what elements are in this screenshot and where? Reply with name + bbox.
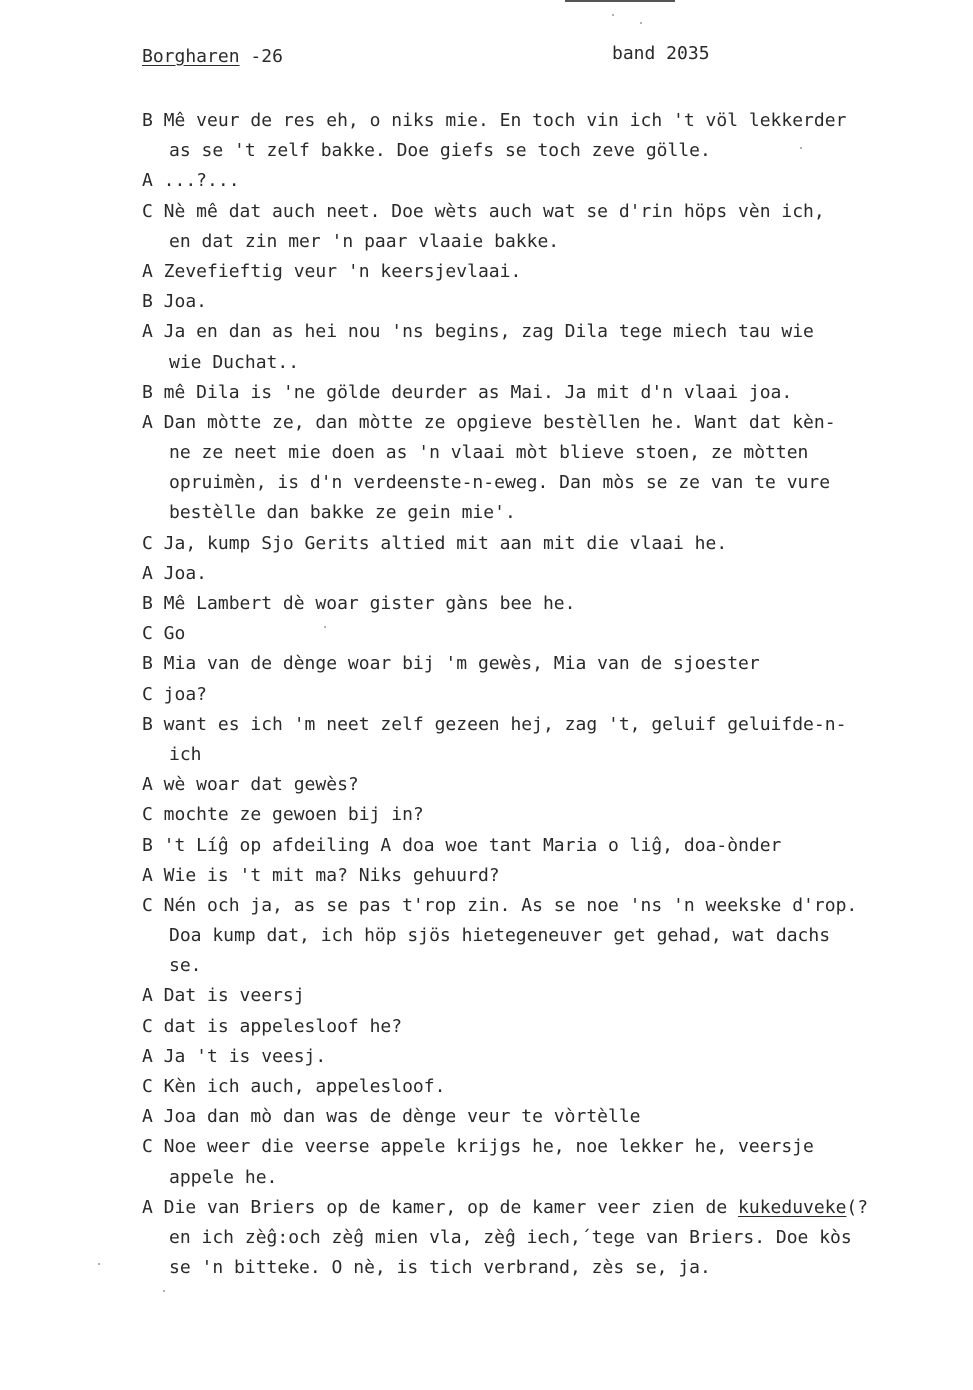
transcript-line: A Zevefieftig veur 'n keersjevlaai.: [142, 260, 522, 282]
transcript-line: as se 't zelf bakke. Doe giefs se toch zeve gölle.: [169, 140, 711, 162]
speck: [640, 22, 642, 24]
transcript-line: A Joa.: [142, 562, 208, 584]
transcript-line: A Ja 't is veesj.: [142, 1045, 327, 1067]
transcript-line: appele he.: [169, 1166, 278, 1188]
transcript-line: ne ze neet mie doen as 'n vlaai mòt blieve stoen, ze mòtten: [169, 442, 809, 464]
transcript-line: C joa?: [142, 683, 208, 705]
transcript-line: B Joa.: [142, 291, 208, 313]
transcript-line: B Mê veur de res eh, o niks mie. En toch vin ich 't völ lekkerder: [142, 110, 847, 131]
transcript-line: se.: [169, 955, 202, 977]
transcript-line: C dat is appelesloof he?: [142, 1015, 403, 1037]
transcript-line: opruimèn, is d'n verdeenste-n-eweg. Dan mòs se ze van te vure: [169, 472, 831, 494]
underlined-word: kukeduveke: [738, 1196, 847, 1218]
transcript-line: A Ja en dan as hei nou 'ns begins, zag Dila tege miech tau wie: [142, 321, 814, 343]
speck: [163, 1290, 165, 1292]
transcript-line: bestèlle dan bakke ze gein mie'.: [169, 502, 516, 524]
transcript-line: en dat zin mer 'n paar vlaaie bakke.: [169, 230, 560, 252]
transcript-line: C Go: [142, 623, 186, 645]
transcript-line: B Mia van de dènge woar bij 'm gewès, Mia van de sjoester: [142, 653, 760, 675]
transcript-line: C Ja, kump Sjo Gerits altied mit aan mit die vlaai he.: [142, 532, 728, 554]
transcript-line: C Noe weer die veerse appele krijgs he, noe lekker he, veersje: [142, 1136, 814, 1158]
transcript-line: en ich zèĝ:och zèĝ mien vla, zèĝ iech,´tege van Briers. Doe kòs: [169, 1226, 852, 1248]
header-place: Borgharen: [142, 46, 240, 67]
transcript-line: wie Duchat..: [169, 351, 300, 373]
transcript-line: A Dan mòtte ze, dan mòtte ze opgieve bestèllen he. Want dat kèn-: [142, 411, 836, 433]
header-tape: band 2035: [612, 43, 710, 64]
header-page: -26: [250, 46, 283, 67]
query-mark: (?: [846, 1196, 869, 1218]
transcript-line: ich: [169, 743, 202, 765]
line-text: A Die van Briers op de kamer, op de kamer veer zien de: [142, 1196, 739, 1218]
transcript-line: C Kèn ich auch, appelesloof.: [142, 1076, 446, 1097]
transcript-line: Doa kump dat, ich höp sjös hietegeneuver get gehad, wat dachs: [169, 925, 831, 947]
transcript-line: C Nè mê dat auch neet. Doe wèts auch wat se d'rin höps vèn ich,: [142, 200, 825, 222]
transcript-line: B 't Líĝ op afdeiling A doa woe tant Maria o liĝ, doa-ònder: [142, 834, 782, 856]
top-rule: [565, 0, 675, 2]
speck: [612, 14, 614, 16]
transcript-line: C mochte ze gewoen bij in?: [142, 804, 424, 826]
transcript-line: A Dat is veersj: [142, 985, 305, 1007]
speck: [98, 1263, 100, 1265]
transcript-line: A Joa dan mò dan was de dènge veur te vòrtèlle: [142, 1106, 641, 1128]
transcript-line: A wè woar dat gewès?: [142, 774, 359, 796]
transcript-line: [142, 1193, 968, 1223]
transcript-line: B Mê Lambert dè woar gister gàns bee he.: [142, 593, 576, 614]
transcript-line: se 'n bitteke. O nè, is tich verbrand, zès se, ja.: [169, 1257, 711, 1279]
transcript-line: C Nén och ja, as se pas t'rop zin. As se noe 'ns 'n weekske d'rop.: [142, 894, 858, 916]
transcript: [142, 106, 968, 1283]
page-header: [142, 43, 962, 67]
transcript-line: B mê Dila is 'ne gölde deurder as Mai. Ja mit d'n vlaai joa.: [142, 381, 793, 403]
transcript-line: A Wie is 't mit ma? Niks gehuurd?: [142, 864, 500, 886]
transcript-line: A ...?...: [142, 170, 240, 192]
transcript-line: B want es ich 'm neet zelf gezeen hej, zag 't, geluif geluifde-n-: [142, 713, 847, 735]
